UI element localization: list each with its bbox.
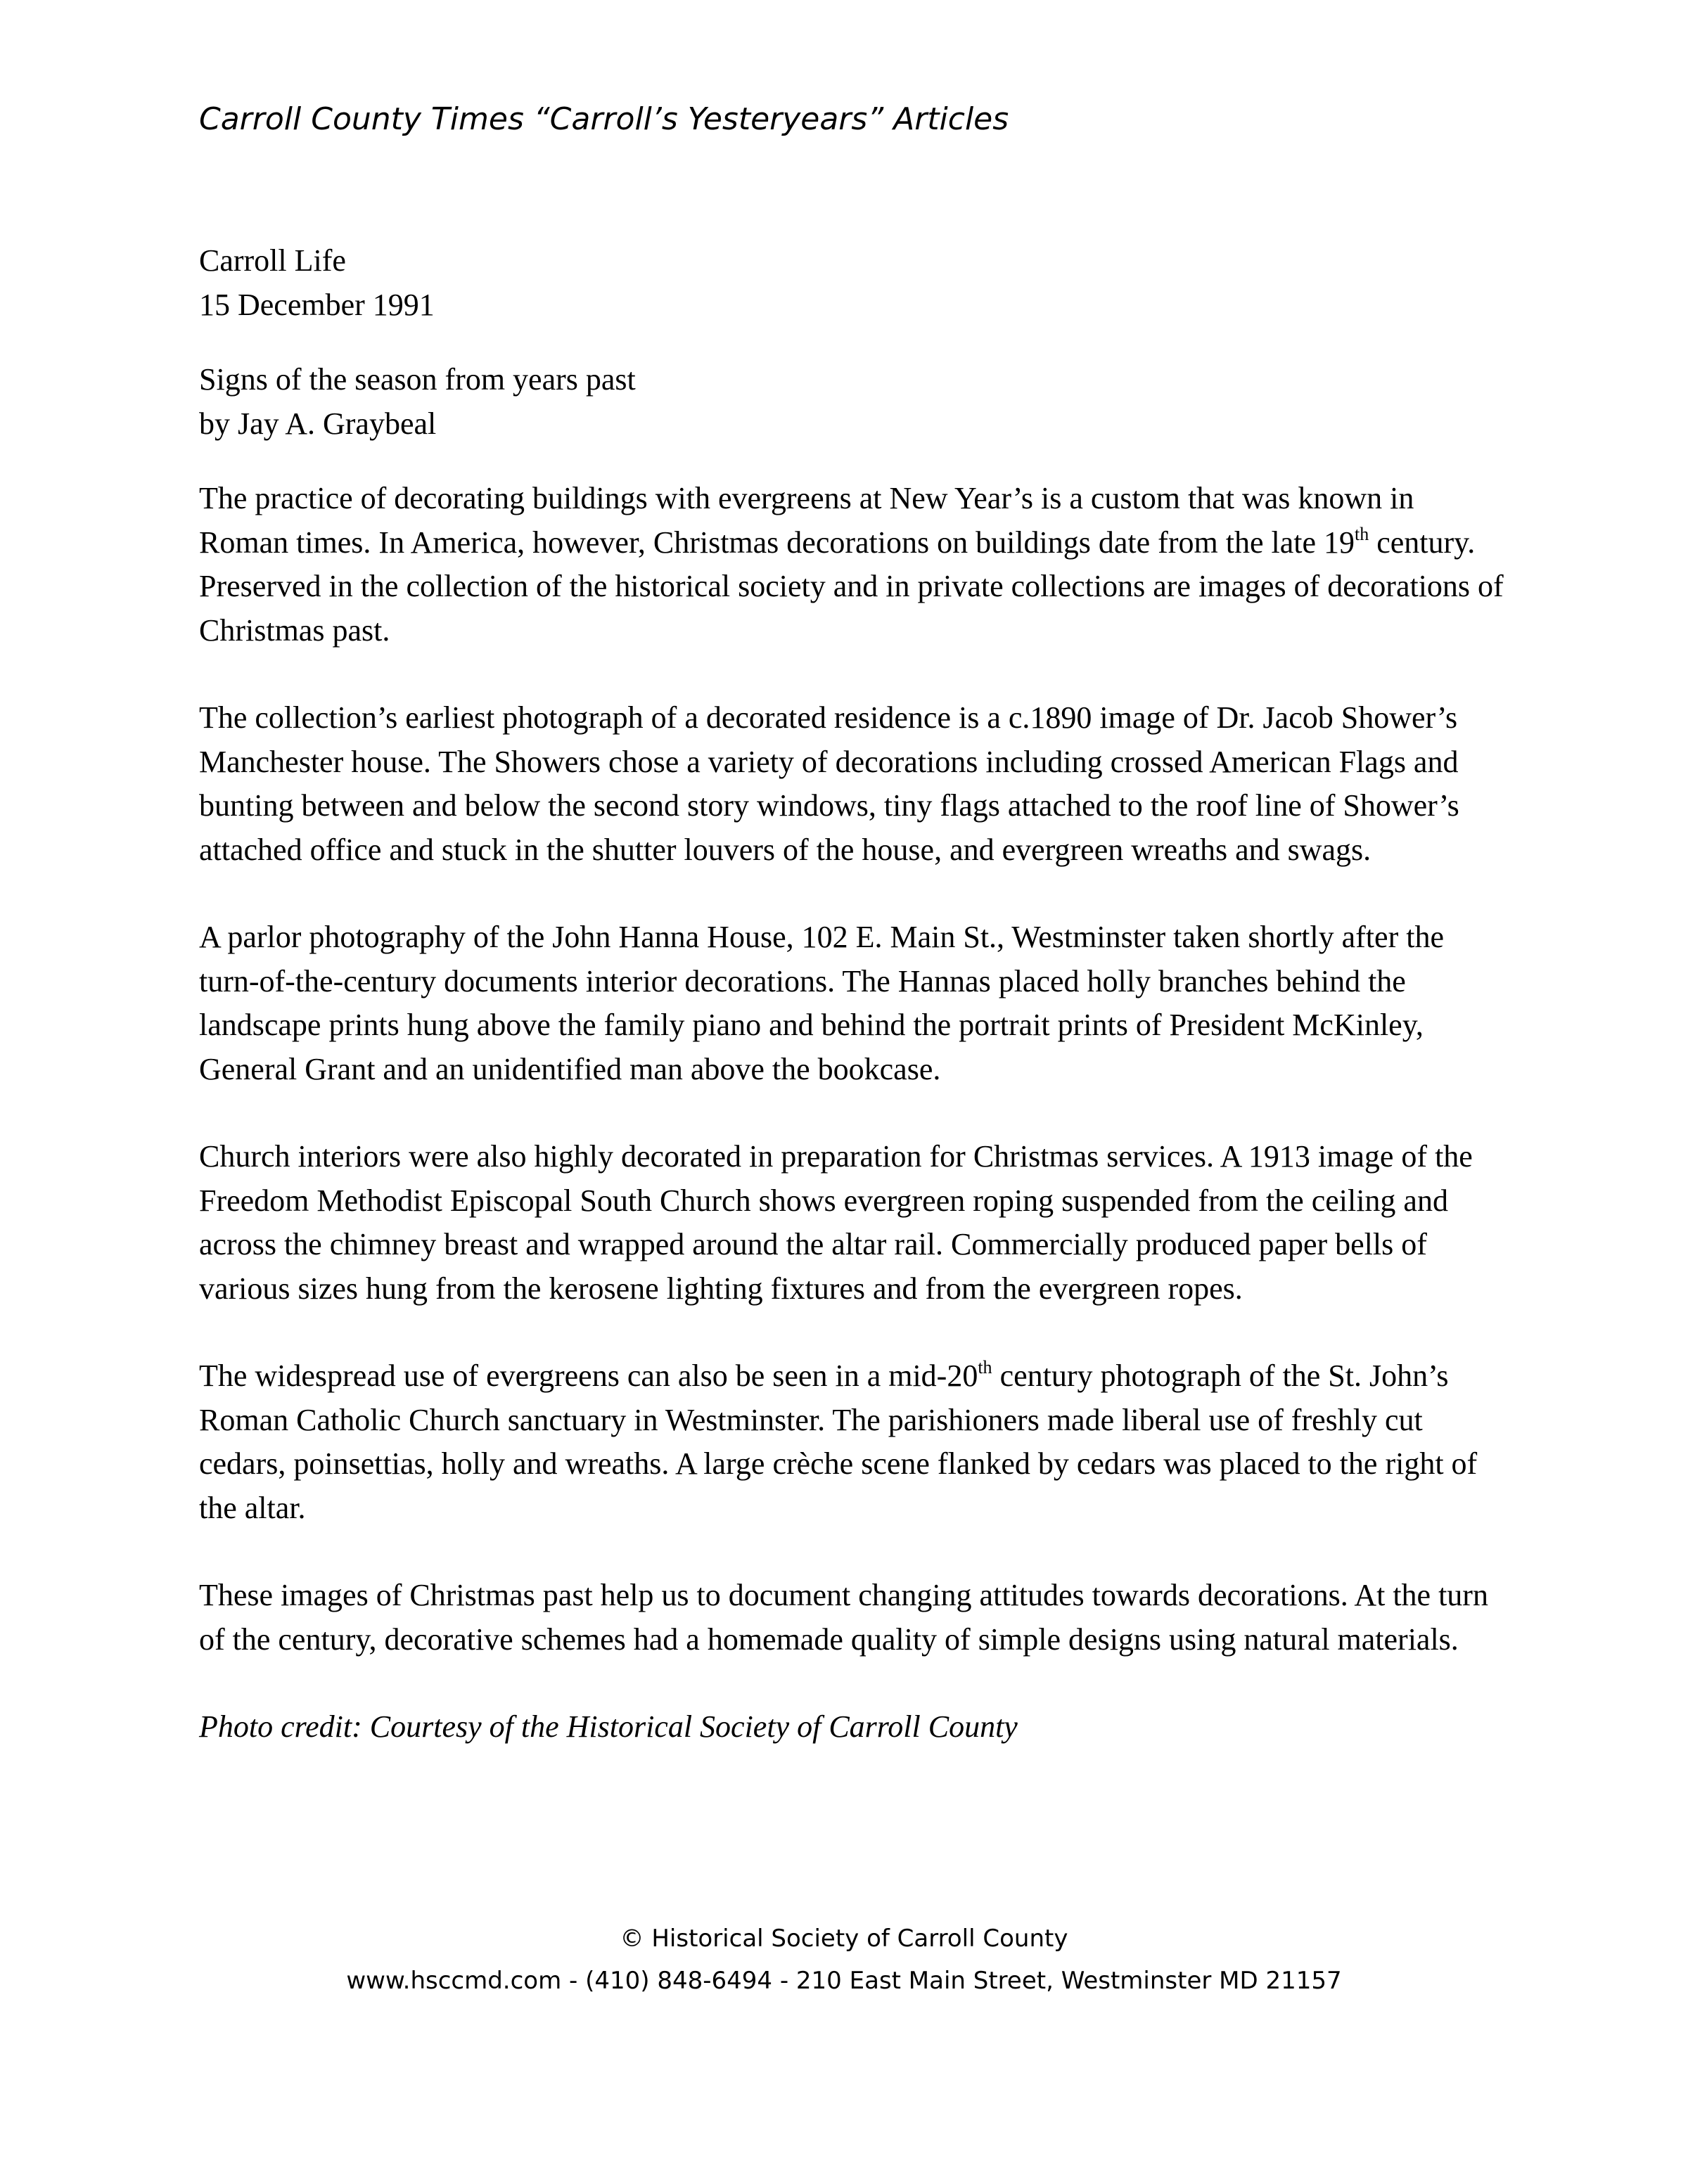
article-title: Signs of the season from years past: [199, 362, 636, 397]
article-byline: by Jay A. Graybeal: [199, 406, 437, 441]
paragraph-3: A parlor photography of the John Hanna House, 102 E. Main St., Westminster taken shortly after the turn-of-the-century documents interior decorations. The Hannas placed holly branches behind the landscape prints hung above the family piano and behind the portrait prints of President McKinley, General Grant and an unidentified man above the bookcase.: [199, 920, 1444, 1086]
page-footer: [0, 1918, 1688, 2002]
footer-copyright: © Historical Society of Carroll County: [620, 1925, 1068, 1953]
page-header-title: Carroll County Times “Carroll’s Yesteryears” Articles: [199, 101, 1009, 137]
paragraph-1-superscript: th: [1354, 523, 1369, 544]
article-heading: [199, 358, 1507, 446]
paragraph-2: The collection’s earliest photograph of a decorated residence is a c.1890 image of Dr. Jacob Shower’s Manchester house. The Showers chose a variety of decorations including crossed American Flags and bunting between and below the second story windows, tiny flags attached to the roof line of Shower’s attached office and stuck in the shutter louvers of the house, and evergreen wreaths and swags.: [199, 700, 1459, 867]
photo-credit: Photo credit: Courtesy of the Historical Society of Carroll County: [199, 1709, 1018, 1744]
paragraph-5: [199, 1354, 1507, 1530]
paragraph-1: [199, 477, 1507, 653]
paragraph-4: Church interiors were also highly decorated in preparation for Christmas services. A 1913 image of the Freedom Methodist Episcopal South Church shows evergreen roping suspended from the ceiling and across the chimney breast and wrapped around the altar rail. Commercially produced paper bells of various sizes hung from the kerosene lighting fixtures and from the evergreen ropes.: [199, 1139, 1473, 1306]
paragraph-6: These images of Christmas past help us to document changing attitudes towards decorations. At the turn of the century, decorative schemes had a homemade quality of simple designs using natural materials.: [199, 1578, 1488, 1657]
article-content: [199, 239, 1507, 1749]
paragraph-1-text-a: The practice of decorating buildings with evergreens at New Year’s is a custom that was known in Roman times. In America, however, Christmas decorations on buildings date from the late 19: [199, 481, 1414, 560]
paragraph-5-text-b: century photograph of the St. John’s Roman Catholic Church sanctuary in Westminster. The parishioners made liberal use of freshly cut cedars, poinsettias, holly and wreaths. A large crèche scene flanked by cedars was placed to the right of the altar.: [199, 1358, 1478, 1525]
paragraph-5-text-a: The widespread use of evergreens can also be seen in a mid-20: [199, 1358, 978, 1393]
publication-info: [199, 239, 1507, 327]
section-name: Carroll Life: [199, 243, 346, 278]
paragraph-5-superscript: th: [978, 1357, 992, 1377]
paragraph-1-text-b: century. Preserved in the collection of the historical society and in private collections are images of decorations of Christmas past.: [199, 525, 1504, 648]
publication-date: 15 December 1991: [199, 287, 435, 322]
footer-contact: www.hsccmd.com - (410) 848-6494 - 210 East Main Street, Westminster MD 21157: [346, 1967, 1342, 1995]
